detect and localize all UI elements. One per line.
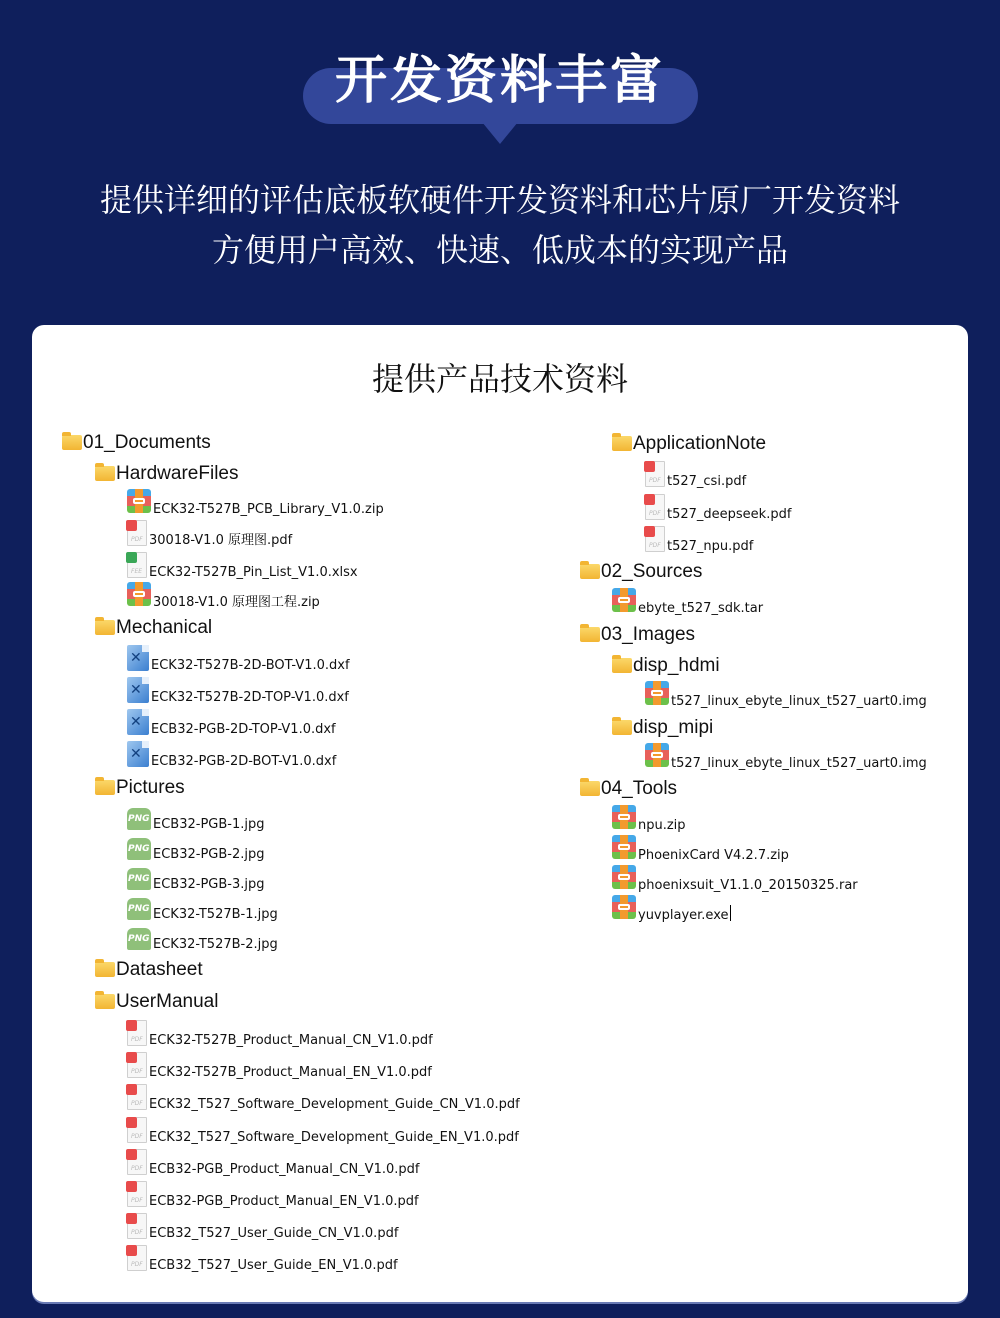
folder-item[interactable] xyxy=(95,463,238,485)
item-label: ECB32-PGB-2D-TOP-V1.0.dxf xyxy=(151,722,336,737)
file-item[interactable] xyxy=(127,645,350,671)
item-label: UserManual xyxy=(116,991,219,1012)
pdf-icon: PDF xyxy=(127,1149,147,1175)
folder-icon xyxy=(580,564,600,579)
dxf-icon: ✕ xyxy=(127,677,149,703)
file-item[interactable] xyxy=(612,835,789,861)
item-label: PhoenixCard V4.2.7.zip xyxy=(638,848,789,863)
file-item[interactable] xyxy=(645,681,927,707)
item-label: t527_npu.pdf xyxy=(667,539,754,554)
file-item[interactable] xyxy=(127,1117,519,1143)
item-label: ECK32-T527B-2.jpg xyxy=(153,937,278,952)
folder-item[interactable] xyxy=(580,778,677,800)
file-item[interactable] xyxy=(127,1084,520,1110)
archive-icon xyxy=(645,681,669,707)
file-item[interactable] xyxy=(612,805,686,831)
item-label: phoenixsuit_V1.1.0_20150325.rar xyxy=(638,878,858,893)
item-label: ECB32_T527_User_Guide_CN_V1.0.pdf xyxy=(149,1226,399,1241)
file-item[interactable] xyxy=(127,582,320,608)
item-label: npu.zip xyxy=(638,818,686,833)
folder-icon xyxy=(612,720,632,735)
pdf-icon: PDF xyxy=(127,1245,147,1271)
folder-icon xyxy=(95,466,115,481)
pdf-icon: PDF xyxy=(127,1052,147,1078)
folder-item[interactable] xyxy=(612,433,766,455)
file-item[interactable] xyxy=(612,588,763,614)
folder-item[interactable] xyxy=(62,432,211,454)
pdf-icon: PDF xyxy=(127,1117,147,1143)
item-label: disp_hdmi xyxy=(633,655,720,676)
text-cursor xyxy=(730,905,731,921)
folder-icon xyxy=(612,658,632,673)
card-title: 提供产品技术资料 xyxy=(371,360,628,398)
folder-icon xyxy=(580,781,600,796)
page-title: 开发资料丰富 xyxy=(334,51,665,111)
item-label: 30018-V1.0 原理图.pdf xyxy=(149,533,293,548)
file-item[interactable] xyxy=(127,1052,432,1078)
file-item[interactable] xyxy=(127,489,384,515)
folder-icon xyxy=(95,620,115,635)
file-item[interactable] xyxy=(645,461,746,487)
folder-icon xyxy=(95,994,115,1009)
item-label: ECK32_T527_Software_Development_Guide_CN_V1.0.pdf xyxy=(149,1097,520,1112)
item-label: ECK32-T527B-2D-BOT-V1.0.dxf xyxy=(151,658,350,673)
folder-item[interactable] xyxy=(95,777,185,799)
item-label: ECB32-PGB-3.jpg xyxy=(153,877,265,892)
folder-icon xyxy=(62,435,82,450)
file-item[interactable] xyxy=(127,741,336,767)
file-item[interactable] xyxy=(127,709,336,735)
folder-item[interactable] xyxy=(95,959,203,981)
file-item[interactable] xyxy=(127,677,349,703)
item-label: ECB32-PGB-2.jpg xyxy=(153,847,265,862)
file-item[interactable] xyxy=(612,865,858,891)
file-item[interactable] xyxy=(127,868,264,890)
item-label: t527_deepseek.pdf xyxy=(667,507,792,522)
item-label: ECK32-T527B_Pin_List_V1.0.xlsx xyxy=(149,565,358,580)
item-label: 01_Documents xyxy=(83,432,211,453)
item-label: Pictures xyxy=(116,777,185,798)
png-icon: PNG xyxy=(127,868,151,890)
item-label: disp_mipi xyxy=(633,717,714,738)
pdf-icon: PDF xyxy=(127,1213,147,1239)
folder-item[interactable] xyxy=(95,617,212,639)
item-label: t527_linux_ebyte_linux_t527_uart0.img xyxy=(671,694,927,709)
folder-item[interactable] xyxy=(580,624,695,646)
item-label: ECK32-T527B-1.jpg xyxy=(153,907,278,922)
item-label: Mechanical xyxy=(116,617,213,638)
file-item[interactable] xyxy=(127,552,358,578)
dxf-icon: ✕ xyxy=(127,645,149,671)
folder-icon xyxy=(95,780,115,795)
file-item[interactable] xyxy=(127,1213,398,1239)
folder-item[interactable] xyxy=(612,655,720,677)
pdf-icon: PDF xyxy=(645,494,665,520)
item-label: yuvplayer.exe xyxy=(638,908,729,923)
item-label: 04_Tools xyxy=(601,778,678,799)
folder-item[interactable] xyxy=(580,561,702,583)
file-item[interactable] xyxy=(127,1020,433,1046)
png-icon: PNG xyxy=(127,808,151,830)
xlsx-icon: FEE xyxy=(127,552,147,578)
item-label: ECK32-T527B_PCB_Library_V1.0.zip xyxy=(153,502,384,517)
archive-icon xyxy=(612,835,636,861)
file-item[interactable] xyxy=(645,743,927,769)
file-item[interactable] xyxy=(645,494,791,520)
item-label: ECB32-PGB_Product_Manual_EN_V1.0.pdf xyxy=(149,1194,419,1209)
archive-icon xyxy=(612,805,636,831)
pdf-icon: PDF xyxy=(127,1084,147,1110)
subtitle-line-1: 提供详细的评估底板软硬件开发资料和芯片原厂开发资料 xyxy=(99,181,900,219)
item-label: ECK32-T527B_Product_Manual_CN_V1.0.pdf xyxy=(149,1033,433,1048)
item-label: 03_Images xyxy=(601,624,696,645)
archive-icon xyxy=(127,489,151,515)
file-item[interactable] xyxy=(612,895,731,921)
item-label: ECK32-T527B-2D-TOP-V1.0.dxf xyxy=(151,690,349,705)
archive-icon xyxy=(612,895,636,921)
item-label: HardwareFiles xyxy=(116,463,239,484)
pdf-icon: PDF xyxy=(127,520,147,546)
folder-icon xyxy=(580,627,600,642)
file-item[interactable] xyxy=(127,838,264,860)
item-label: t527_csi.pdf xyxy=(667,474,747,489)
folder-item[interactable] xyxy=(612,717,713,739)
archive-icon xyxy=(645,743,669,769)
png-icon: PNG xyxy=(127,838,151,860)
archive-icon xyxy=(612,588,636,614)
file-item[interactable] xyxy=(645,526,753,552)
subtitle-line-2: 方便用户高效、快速、低成本的实现产品 xyxy=(211,231,788,269)
pdf-icon: PDF xyxy=(645,461,665,487)
file-item[interactable] xyxy=(127,1181,419,1207)
dxf-icon: ✕ xyxy=(127,741,149,767)
item-label: ECB32_T527_User_Guide_EN_V1.0.pdf xyxy=(149,1258,398,1273)
item-label: 30018-V1.0 原理图工程.zip xyxy=(153,595,320,610)
file-item[interactable] xyxy=(127,898,278,920)
item-label: ApplicationNote xyxy=(633,433,767,454)
item-label: ECB32-PGB-2D-BOT-V1.0.dxf xyxy=(151,754,337,769)
dxf-icon: ✕ xyxy=(127,709,149,735)
file-item[interactable] xyxy=(127,808,264,830)
file-item[interactable] xyxy=(127,1149,419,1175)
file-item[interactable] xyxy=(127,1245,398,1271)
item-label: ECK32_T527_Software_Development_Guide_EN_V1.0.pdf xyxy=(149,1130,519,1145)
item-label: ECB32-PGB-1.jpg xyxy=(153,817,265,832)
item-label: 02_Sources xyxy=(601,561,703,582)
file-item[interactable] xyxy=(127,928,278,950)
folder-icon xyxy=(95,962,115,977)
folder-item[interactable] xyxy=(95,991,218,1013)
archive-icon xyxy=(127,582,151,608)
title-banner-pointer xyxy=(482,122,518,144)
item-label: ECK32-T527B_Product_Manual_EN_V1.0.pdf xyxy=(149,1065,432,1080)
archive-icon xyxy=(612,865,636,891)
pdf-icon: PDF xyxy=(127,1020,147,1046)
folder-icon xyxy=(612,436,632,451)
pdf-icon: PDF xyxy=(645,526,665,552)
file-item[interactable] xyxy=(127,520,292,546)
png-icon: PNG xyxy=(127,898,151,920)
pdf-icon: PDF xyxy=(127,1181,147,1207)
png-icon: PNG xyxy=(127,928,151,950)
item-label: ebyte_t527_sdk.tar xyxy=(638,601,764,616)
item-label: ECB32-PGB_Product_Manual_CN_V1.0.pdf xyxy=(149,1162,420,1177)
item-label: Datasheet xyxy=(116,959,203,980)
item-label: t527_linux_ebyte_linux_t527_uart0.img xyxy=(671,756,927,771)
